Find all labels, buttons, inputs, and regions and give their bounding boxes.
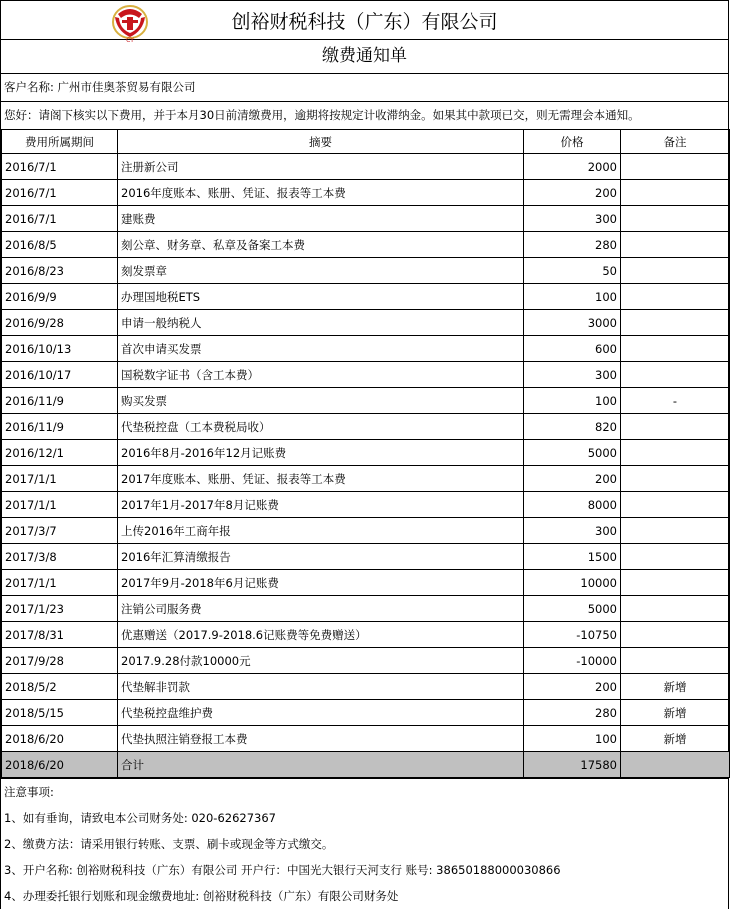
price-cell: -10000 xyxy=(524,648,621,674)
summary-cell: 刻公章、财务章、私章及备案工本费 xyxy=(118,232,524,258)
fee-table-body xyxy=(2,130,730,778)
price-cell: 200 xyxy=(524,180,621,206)
note-cell xyxy=(621,440,730,466)
period-cell: 2016/9/28 xyxy=(2,310,118,336)
summary-cell: 2017年度账本、账册、凭证、报表等工本费 xyxy=(118,466,524,492)
total-note xyxy=(621,752,730,778)
period-cell: 2017/9/28 xyxy=(2,648,118,674)
table-row xyxy=(2,570,730,596)
price-cell: 2000 xyxy=(524,154,621,180)
note-cell xyxy=(621,596,730,622)
table-row xyxy=(2,596,730,622)
note-line: 3、开户名称: 创裕财税科技（广东）有限公司 开户行：中国光大银行天河支行 账号: 38650188000030866 xyxy=(4,863,561,877)
customer-row xyxy=(1,73,728,101)
table-row xyxy=(2,726,730,752)
note-cell xyxy=(621,154,730,180)
total-price: 17580 xyxy=(524,752,621,778)
period-cell: 2018/5/2 xyxy=(2,674,118,700)
table-row xyxy=(2,544,730,570)
summary-cell: 上传2016年工商年报 xyxy=(118,518,524,544)
period-cell: 2016/8/23 xyxy=(2,258,118,284)
period-cell: 2017/1/23 xyxy=(2,596,118,622)
price-cell: 100 xyxy=(524,726,621,752)
price-cell: 300 xyxy=(524,362,621,388)
period-cell: 2016/10/13 xyxy=(2,336,118,362)
note-cell xyxy=(621,414,730,440)
period-cell: 2016/11/9 xyxy=(2,414,118,440)
note-cell xyxy=(621,258,730,284)
summary-cell: 代垫税控盘维护费 xyxy=(118,700,524,726)
period-cell: 2017/8/31 xyxy=(2,622,118,648)
price-cell: 300 xyxy=(524,206,621,232)
note-cell xyxy=(621,544,730,570)
table-row xyxy=(2,336,730,362)
price-cell: 50 xyxy=(524,258,621,284)
note-cell xyxy=(621,362,730,388)
period-cell: 2017/3/7 xyxy=(2,518,118,544)
period-cell: 2016/7/1 xyxy=(2,180,118,206)
table-row xyxy=(2,492,730,518)
note-cell: - xyxy=(621,388,730,414)
period-cell: 2017/1/1 xyxy=(2,466,118,492)
summary-cell: 购买发票 xyxy=(118,388,524,414)
summary-cell: 2016年汇算清缴报告 xyxy=(118,544,524,570)
note-cell: 新增 xyxy=(621,700,730,726)
total-row xyxy=(2,752,730,778)
price-cell: 1500 xyxy=(524,544,621,570)
note-cell xyxy=(621,336,730,362)
note-cell: 新增 xyxy=(621,674,730,700)
table-row xyxy=(2,180,730,206)
note-cell xyxy=(621,570,730,596)
note-cell xyxy=(621,492,730,518)
table-header-row xyxy=(2,130,730,154)
price-cell: 3000 xyxy=(524,310,621,336)
price-cell: 100 xyxy=(524,284,621,310)
customer-name: 广州市佳奥茶贸易有限公司 xyxy=(57,80,196,94)
notes-heading: 注意事项: xyxy=(4,785,54,799)
table-row xyxy=(2,440,730,466)
price-cell: 10000 xyxy=(524,570,621,596)
fee-table xyxy=(1,129,730,778)
period-cell: 2018/6/20 xyxy=(2,726,118,752)
note-cell xyxy=(621,180,730,206)
summary-cell: 建账费 xyxy=(118,206,524,232)
total-period: 2018/6/20 xyxy=(2,752,118,778)
summary-cell: 2016年8月-2016年12月记账费 xyxy=(118,440,524,466)
document-title: 缴费通知单 xyxy=(1,39,728,73)
period-cell: 2016/10/17 xyxy=(2,362,118,388)
period-cell: 2017/1/1 xyxy=(2,570,118,596)
summary-cell: 办理国地税ETS xyxy=(118,284,524,310)
customer-label: 客户名称: xyxy=(4,80,54,94)
table-row xyxy=(2,284,730,310)
summary-cell: 代垫税控盘（工本费税局收） xyxy=(118,414,524,440)
table-row xyxy=(2,700,730,726)
price-cell: 280 xyxy=(524,700,621,726)
table-row xyxy=(2,648,730,674)
table-row xyxy=(2,674,730,700)
header-period: 费用所属期间 xyxy=(2,130,118,154)
company-name: 创裕财税科技（广东）有限公司 xyxy=(231,11,498,33)
note-cell xyxy=(621,648,730,674)
period-cell: 2018/5/15 xyxy=(2,700,118,726)
table-row xyxy=(2,466,730,492)
note-cell xyxy=(621,518,730,544)
greeting-text: 您好：请阁下核实以下费用，并于本月30日前清缴费用，逾期将按规定计收滞纳金。如果其中款项已交，则无需理会本通知。 xyxy=(1,101,728,129)
note-cell xyxy=(621,284,730,310)
summary-cell: 注销公司服务费 xyxy=(118,596,524,622)
summary-cell: 首次申请买发票 xyxy=(118,336,524,362)
note-cell: 新增 xyxy=(621,726,730,752)
table-row xyxy=(2,518,730,544)
price-cell: 600 xyxy=(524,336,621,362)
table-row xyxy=(2,310,730,336)
summary-cell: 2017年9月-2018年6月记账费 xyxy=(118,570,524,596)
summary-cell: 优惠赠送（2017.9-2018.6记账费等免费赠送） xyxy=(118,622,524,648)
period-cell: 2017/1/1 xyxy=(2,492,118,518)
summary-cell: 2016年度账本、账册、凭证、报表等工本费 xyxy=(118,180,524,206)
period-cell: 2016/7/1 xyxy=(2,206,118,232)
price-cell: 300 xyxy=(524,518,621,544)
table-row xyxy=(2,362,730,388)
price-cell: 280 xyxy=(524,232,621,258)
note-cell xyxy=(621,466,730,492)
note-cell xyxy=(621,206,730,232)
table-row xyxy=(2,232,730,258)
header-note: 备注 xyxy=(621,130,730,154)
period-cell: 2016/12/1 xyxy=(2,440,118,466)
notes-section xyxy=(1,778,728,909)
period-cell: 2016/7/1 xyxy=(2,154,118,180)
table-row xyxy=(2,258,730,284)
summary-cell: 代垫执照注销登报工本费 xyxy=(118,726,524,752)
price-cell: -10750 xyxy=(524,622,621,648)
svg-text:CY: CY xyxy=(126,37,134,44)
summary-cell: 2017年1月-2017年8月记账费 xyxy=(118,492,524,518)
period-cell: 2016/8/5 xyxy=(2,232,118,258)
note-line: 1、如有垂询，请致电本公司财务处: 020-62627367 xyxy=(4,811,276,825)
header-price: 价格 xyxy=(524,130,621,154)
summary-cell: 国税数字证书（含工本费） xyxy=(118,362,524,388)
summary-cell: 注册新公司 xyxy=(118,154,524,180)
price-cell: 200 xyxy=(524,674,621,700)
table-row xyxy=(2,388,730,414)
table-row xyxy=(2,206,730,232)
summary-cell: 代垫解非罚款 xyxy=(118,674,524,700)
period-cell: 2016/11/9 xyxy=(2,388,118,414)
table-row xyxy=(2,414,730,440)
note-line: 4、办理委托银行划账和现金缴费地址: 创裕财税科技（广东）有限公司财务处 xyxy=(4,889,399,903)
note-cell xyxy=(621,232,730,258)
table-row xyxy=(2,622,730,648)
total-label: 合计 xyxy=(118,752,524,778)
note-cell xyxy=(621,622,730,648)
summary-cell: 刻发票章 xyxy=(118,258,524,284)
price-cell: 820 xyxy=(524,414,621,440)
price-cell: 200 xyxy=(524,466,621,492)
header-row xyxy=(1,0,728,44)
summary-cell: 2017.9.28付款10000元 xyxy=(118,648,524,674)
price-cell: 5000 xyxy=(524,596,621,622)
price-cell: 100 xyxy=(524,388,621,414)
table-row xyxy=(2,154,730,180)
price-cell: 8000 xyxy=(524,492,621,518)
summary-cell: 申请一般纳税人 xyxy=(118,310,524,336)
period-cell: 2016/9/9 xyxy=(2,284,118,310)
price-cell: 5000 xyxy=(524,440,621,466)
period-cell: 2017/3/8 xyxy=(2,544,118,570)
header-summary: 摘要 xyxy=(118,130,524,154)
note-cell xyxy=(621,310,730,336)
note-line: 2、缴费方法：请采用银行转账、支票、刷卡或现金等方式缴交。 xyxy=(4,837,334,851)
